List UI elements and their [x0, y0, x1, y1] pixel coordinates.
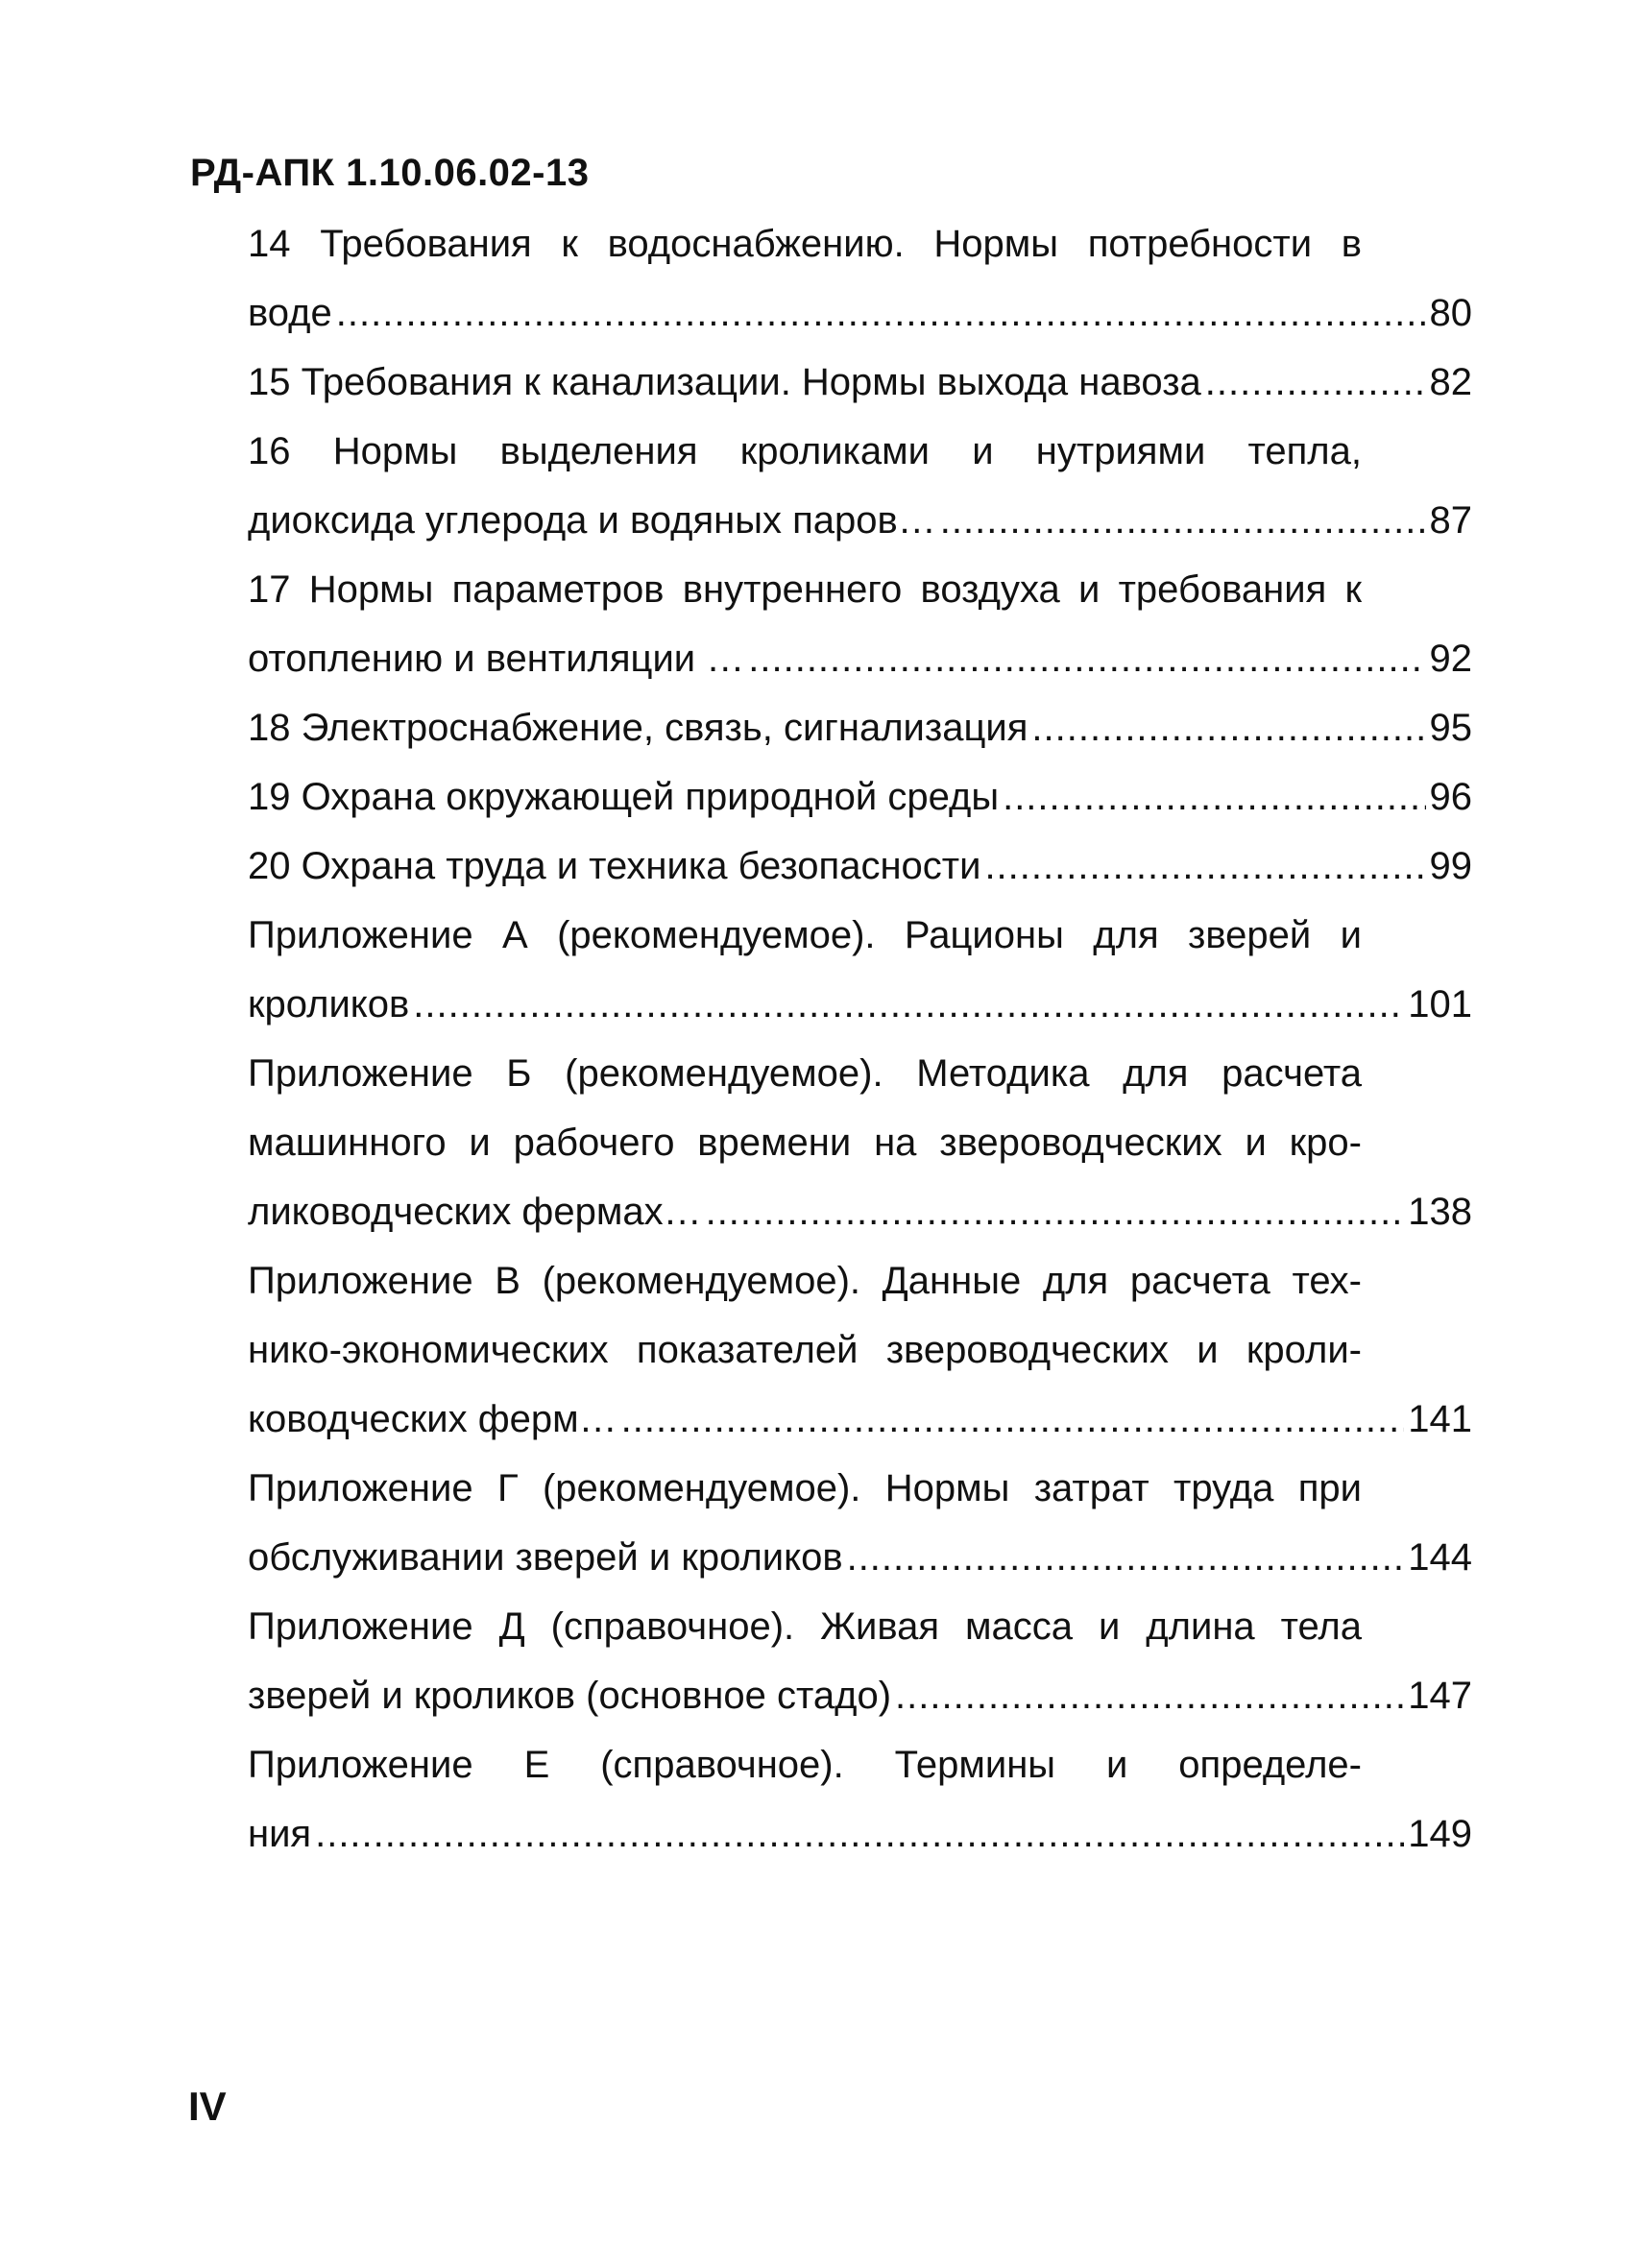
- toc-entry-title: зверей и кроликов (основное стадо): [248, 1675, 892, 1717]
- toc-entry-page: 96: [1429, 776, 1472, 818]
- toc-entry[interactable]: [248, 1246, 1472, 1454]
- toc-entry-last-line: [248, 762, 1472, 832]
- toc-entry-line: 17 Нормы параметров внутреннего воздуха и требования к: [248, 568, 1362, 611]
- toc-entry[interactable]: [248, 1454, 1472, 1592]
- dot-leader: [748, 624, 1425, 693]
- toc-entry-last-line: [248, 970, 1472, 1039]
- toc-entry-last-line: [248, 693, 1472, 762]
- toc-entry-page: 138: [1408, 1191, 1472, 1233]
- dot-leader: [895, 1661, 1404, 1730]
- toc-entry-page: 80: [1429, 292, 1472, 334]
- toc-entry-page: 87: [1429, 499, 1472, 542]
- toc-entry-last-line: [248, 1661, 1472, 1730]
- toc-entry[interactable]: [248, 1592, 1472, 1730]
- dot-leader: [621, 1385, 1405, 1454]
- toc-entry[interactable]: [248, 1730, 1472, 1869]
- toc-entry-line: Приложение Д (справочное). Живая масса и длина тела: [248, 1605, 1362, 1648]
- toc-entry-page: 92: [1429, 638, 1472, 680]
- toc-entry-title: 19 Охрана окружающей природной среды: [248, 776, 1000, 818]
- toc-entry-title: диоксида углерода и водяных паров…: [248, 499, 936, 542]
- toc-entry[interactable]: [248, 417, 1472, 555]
- toc-entry-title: отоплению и вентиляции …: [248, 638, 745, 680]
- toc-entry-line: Приложение Б (рекомендуемое). Методика для расчета: [248, 1052, 1362, 1095]
- toc-entry[interactable]: [248, 901, 1472, 1039]
- toc-entry-title: 20 Охрана труда и техника безопасности: [248, 845, 981, 887]
- toc-entry[interactable]: [248, 762, 1472, 832]
- toc-entry[interactable]: [248, 555, 1472, 693]
- toc-entry[interactable]: [248, 1039, 1472, 1246]
- toc-entry[interactable]: [248, 348, 1472, 417]
- dot-leader: [1003, 762, 1425, 832]
- toc-entry-page: 147: [1408, 1675, 1472, 1717]
- toc-entry-page: 82: [1429, 361, 1472, 403]
- toc-entry-last-line: [248, 486, 1472, 555]
- dot-leader: [413, 970, 1404, 1039]
- toc-entry-title: 18 Электроснабжение, связь, сигнализация: [248, 707, 1028, 749]
- toc-entry-last-line: [248, 348, 1472, 417]
- toc-entry-line: Приложение Е (справочное). Термины и определе-: [248, 1744, 1362, 1786]
- dot-leader: [706, 1177, 1405, 1246]
- toc-entry-title: лиководческих фермах…: [248, 1191, 702, 1233]
- toc-entry-page: 144: [1408, 1536, 1472, 1579]
- toc-entry-line: 14 Требования к водоснабжению. Нормы потребности в: [248, 223, 1362, 265]
- toc-entry-line: Приложение Г (рекомендуемое). Нормы затрат труда при: [248, 1467, 1362, 1509]
- toc-entry-last-line: [248, 1385, 1472, 1454]
- toc-entry-title: кроликов: [248, 983, 410, 1025]
- toc-entry-title: ния: [248, 1813, 312, 1855]
- dot-leader: [984, 832, 1425, 901]
- toc-entry[interactable]: [248, 832, 1472, 901]
- dot-leader: [315, 1799, 1404, 1869]
- toc-entry-line: Приложение А (рекомендуемое). Рационы для зверей и: [248, 914, 1362, 956]
- dot-leader: [336, 278, 1426, 348]
- toc-entry-page: 101: [1408, 983, 1472, 1025]
- page-number: IV: [188, 2084, 227, 2129]
- toc-entry-line: 16 Нормы выделения кроликами и нутриями тепла,: [248, 430, 1362, 472]
- toc-entry-page: 99: [1429, 845, 1472, 887]
- toc-entry-last-line: [248, 624, 1472, 693]
- toc-entry-page: 149: [1408, 1813, 1472, 1855]
- toc-entry-line: нико-экономических показателей звероводческих и кроли-: [248, 1329, 1362, 1371]
- toc-entry-last-line: [248, 278, 1472, 348]
- dot-leader: [1205, 348, 1426, 417]
- toc-entry-title: ководческих ферм…: [248, 1398, 617, 1440]
- toc-entry[interactable]: [248, 693, 1472, 762]
- toc-entry-page: 141: [1408, 1398, 1472, 1440]
- toc-entry-page: 95: [1429, 707, 1472, 749]
- toc-entry-title: 15 Требования к канализации. Нормы выхода навоза: [248, 361, 1201, 403]
- dot-leader: [847, 1523, 1405, 1592]
- toc-entry-title: воде: [248, 292, 332, 334]
- toc-entry[interactable]: [248, 209, 1472, 348]
- toc-entry-line: машинного и рабочего времени на звероводческих и кро-: [248, 1122, 1362, 1164]
- toc-entry-last-line: [248, 1799, 1472, 1869]
- toc-entry-title: обслуживании зверей и кроликов: [248, 1536, 843, 1579]
- toc-entry-last-line: [248, 832, 1472, 901]
- document-code: РД-АПК 1.10.06.02-13: [190, 152, 590, 194]
- toc-entry-line: Приложение В (рекомендуемое). Данные для расчета тех-: [248, 1260, 1362, 1302]
- dot-leader: [1031, 693, 1425, 762]
- dot-leader: [940, 486, 1426, 555]
- toc-entry-last-line: [248, 1177, 1472, 1246]
- table-of-contents: [248, 209, 1472, 1869]
- toc-entry-last-line: [248, 1523, 1472, 1592]
